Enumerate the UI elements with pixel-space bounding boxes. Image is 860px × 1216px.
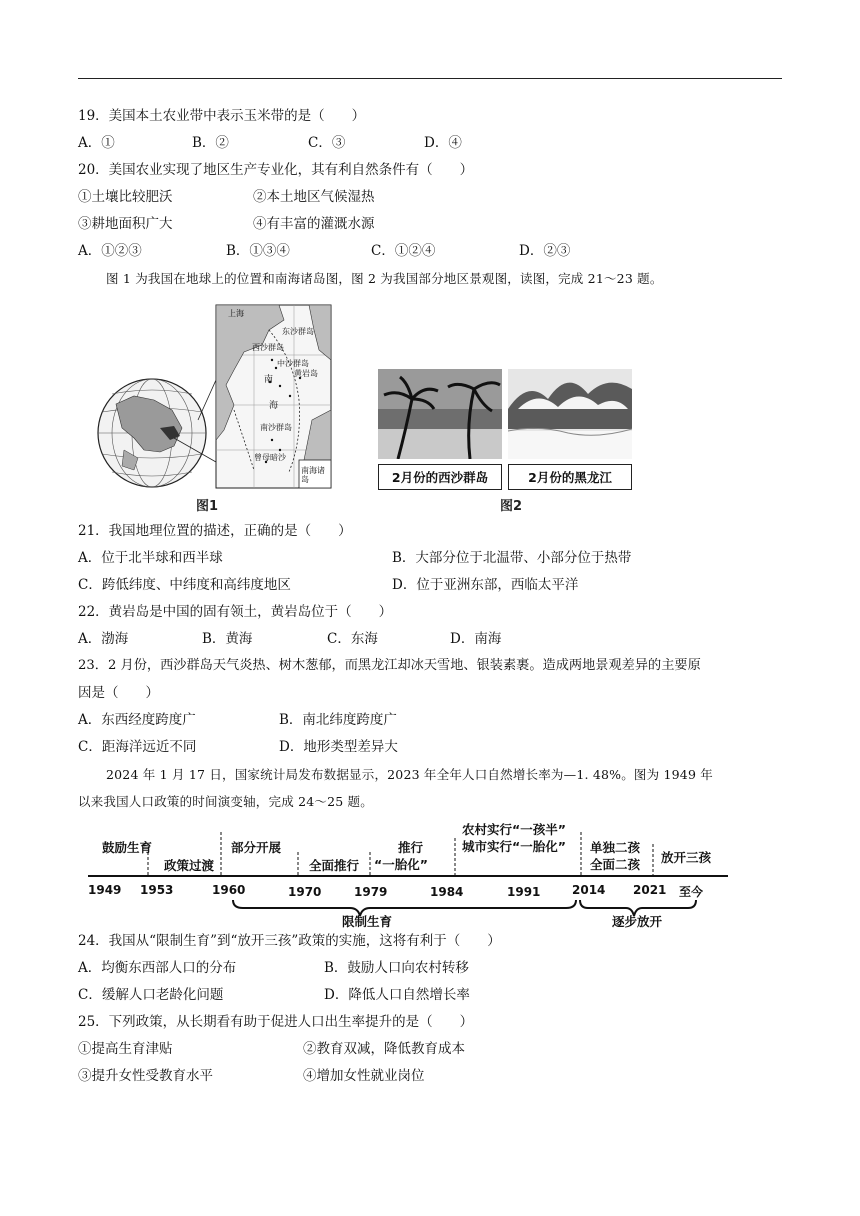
q25-item-2: ②教育双减，降低教育成本 [303,1041,465,1057]
q24-stem: 24．我国从“限制生育”到“放开三孩”政策的实施，这将有利于（ ） [78,933,501,949]
q20-item-1: ①土壤比较肥沃 [78,189,173,205]
q25-item-4: ④增加女性就业岗位 [303,1068,425,1084]
q21-option-a: A．位于北半球和西半球 [78,550,223,566]
year-1960: 1960 [212,883,246,897]
map-label-hai: 海 [269,401,279,411]
year-1991: 1991 [507,885,541,899]
year-1984: 1984 [430,885,464,899]
q21-option-d: D．位于亚洲东部，西临太平洋 [392,577,579,593]
q22-option-a: A．渤海 [78,631,129,647]
stage-urban: 城市实行“一胎化” [462,839,566,854]
stage-transition: 政策过渡 [164,858,215,873]
map-label-huangyan: 黄岩岛 [294,369,318,378]
q24-option-a: A．均衡东西部人口的分布 [78,960,237,976]
stage-single-second: 单独二孩 [590,840,641,855]
year-1953: 1953 [140,883,174,897]
q24-option-c: C．缓解人口老龄化问题 [78,987,224,1003]
year-2021: 2021 [633,883,667,897]
q23-option-c: C．距海洋远近不同 [78,739,197,755]
intro-21-23: 图 1 为我国在地球上的位置和南海诸岛图，图 2 为我国部分地区景观图，读图，完成 21～23 题。 [106,271,663,286]
map-label-inset: 南海诸岛 [301,466,325,484]
palm-beach-image [378,369,502,459]
stage-encourage: 鼓励生育 [102,840,153,855]
map-label-xisha: 西沙群岛 [252,343,284,352]
q23-stem-line2: 因是（ ） [78,685,159,701]
figure-1-caption: 图1 [196,499,219,514]
photo-heilongjiang [508,369,632,459]
q20-option-b: B．①③④ [226,243,290,259]
intro-24-25-line1: 2024 年 1 月 17 日，国家统计局发布数据显示，2023 年全年人口自然增长率为—1. 48%。图为 1949 年 [106,767,713,782]
q21-option-b: B．大部分位于北温带、小部分位于热带 [392,550,632,566]
stage-universal-second: 全面二孩 [590,857,641,872]
q23-option-b: B．南北纬度跨度广 [279,712,397,728]
q25-item-1: ①提高生育津贴 [78,1041,173,1057]
q20-item-3: ③耕地面积广大 [78,216,173,232]
q23-option-d: D．地形类型差异大 [279,739,398,755]
map-label-dongsha: 东沙群岛 [282,327,314,336]
map-label-zhongsha: 中沙群岛 [277,359,309,368]
q19-option-c: C．③ [308,135,346,151]
q20-item-4: ④有丰富的灌溉水源 [253,216,375,232]
q24-option-b: B．鼓励人口向农村转移 [324,960,469,976]
map-label-nansha: 南沙群岛 [260,423,292,432]
year-1949: 1949 [88,883,122,897]
brace-label-restrict: 限制生育 [342,914,393,929]
photo-xisha-caption: 2月份的西沙群岛 [378,464,502,490]
q22-option-c: C．东海 [327,631,378,647]
q22-option-b: B．黄海 [202,631,253,647]
q20-option-c: C．①②④ [371,243,436,259]
stage-one-child: “一胎化” [374,857,428,872]
map-label-zengmu: 曾母暗沙 [254,453,286,462]
q22-option-d: D．南海 [450,631,502,647]
q20-option-a: A．①②③ [78,243,142,259]
stage-promote: 推行 [398,840,424,855]
population-policy-timeline [88,818,728,932]
figure-2-caption: 图2 [500,499,523,514]
q19-stem: 19．美国本土农业带中表示玉米带的是（ ） [78,108,366,124]
map-label-top: 上海 [228,309,244,318]
q21-stem: 21．我国地理位置的描述，正确的是（ ） [78,523,352,539]
figure-1 [94,300,354,500]
year-1979: 1979 [354,885,388,899]
brace-label-open: 逐步放开 [612,914,663,929]
stage-full: 全面推行 [309,858,360,873]
photo-heilongjiang-caption: 2月份的黑龙江 [508,464,632,490]
q20-option-d: D．②③ [519,243,571,259]
q19-option-b: B．② [192,135,229,151]
snow-forest-image [508,369,632,459]
stage-three-child: 放开三孩 [661,850,712,865]
year-1970: 1970 [288,885,322,899]
q25-stem: 25．下列政策，从长期看有助于促进人口出生率提升的是（ ） [78,1014,474,1030]
q23-option-a: A．东西经度跨度广 [78,712,196,728]
q20-item-2: ②本土地区气候湿热 [253,189,375,205]
q24-option-d: D．降低人口自然增长率 [324,987,470,1003]
stage-partial: 部分开展 [231,840,282,855]
q25-item-3: ③提升女性受教育水平 [78,1068,213,1084]
q22-stem: 22．黄岩岛是中国的固有领土，黄岩岛位于（ ） [78,604,393,620]
header-rule [78,78,782,79]
q19-option-d: D．④ [424,135,462,151]
q21-option-c: C．跨低纬度、中纬度和高纬度地区 [78,577,291,593]
map-label-nan: 南 [264,375,274,385]
q20-stem: 20．美国农业实现了地区生产专业化，其有利自然条件有（ ） [78,162,474,178]
photo-xisha [378,369,502,459]
intro-24-25-line2: 以来我国人口政策的时间演变轴，完成 24～25 题。 [78,794,373,809]
year-2014: 2014 [572,883,606,897]
q23-stem-line1: 23．2 月份，西沙群岛天气炎热、树木葱郁，而黑龙江却冰天雪地、银装素裹。造成两地景观差异的主要原 [78,658,701,673]
stage-rural: 农村实行“一孩半” [462,822,566,837]
q19-option-a: A．① [78,135,115,151]
year-now: 至今 [679,885,704,899]
